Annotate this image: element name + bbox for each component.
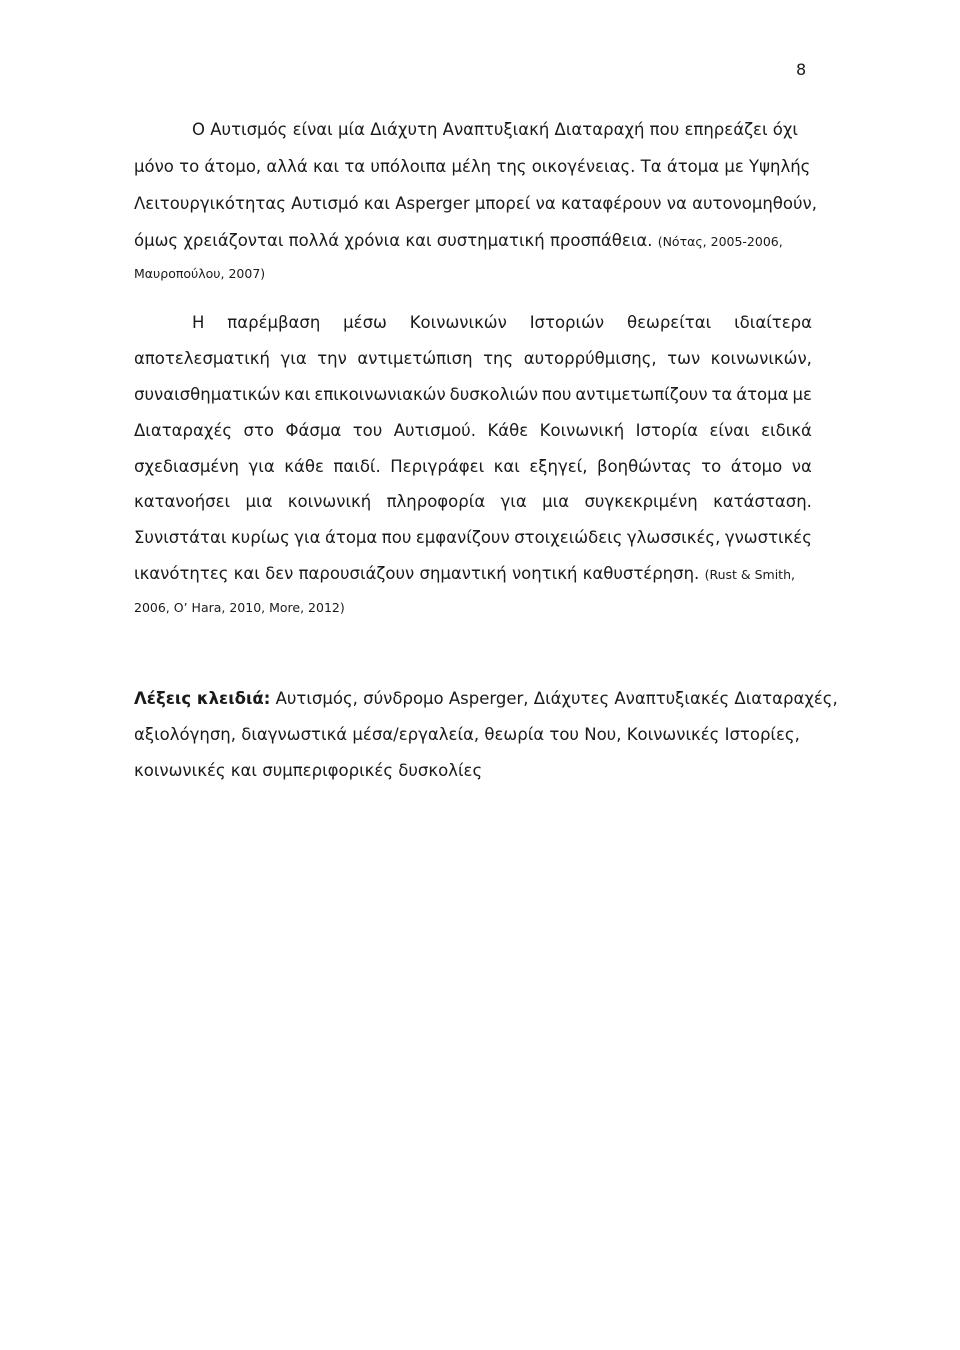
word: για bbox=[280, 349, 307, 368]
keywords-line-2: αξιολόγηση, διαγνωστικά μέσα/εργαλεία, θεωρία του Νου, Κοινωνικές Ιστορίες, bbox=[134, 725, 800, 744]
paragraph-2-line-8-text: ικανότητες και δεν παρουσιάζουν σημαντική νοητική καθυστέρηση. bbox=[134, 564, 700, 583]
word: κάθε bbox=[284, 457, 324, 476]
word: κοινωνικών, bbox=[710, 349, 812, 368]
paragraph-2-line-2 bbox=[134, 349, 812, 369]
word: το bbox=[701, 457, 722, 476]
word: Κάθε bbox=[487, 421, 529, 440]
paragraph-1-line-4 bbox=[134, 231, 783, 252]
word: μια bbox=[542, 492, 570, 511]
citation-notas: (Νότας, 2005-2006, bbox=[657, 234, 783, 249]
paragraph-1-line-1: Ο Αυτισμός είναι μία Διάχυτη Αναπτυξιακή Διαταραχή που επηρεάζει όχι bbox=[192, 120, 799, 139]
word: στο bbox=[243, 421, 275, 440]
word: και bbox=[493, 457, 520, 476]
word: κατανοήσει bbox=[134, 492, 231, 511]
word: Περιγράφει bbox=[390, 457, 485, 476]
paragraph-2-line-4 bbox=[134, 421, 812, 441]
word: αντιμετωπίζουν bbox=[575, 385, 708, 404]
word: την bbox=[317, 349, 347, 368]
keywords-label: Λέξεις κλειδιά: bbox=[134, 689, 271, 708]
word: της bbox=[483, 349, 514, 368]
paragraph-1-line-4-text: όμως χρειάζονται πολλά χρόνια και συστηματική προσπάθεια. bbox=[134, 231, 653, 250]
word: κοινωνική bbox=[287, 492, 372, 511]
paragraph-2-line-8 bbox=[134, 564, 795, 585]
word: ειδικά bbox=[761, 421, 812, 440]
word: εξηγεί, bbox=[529, 457, 588, 476]
paragraph-2-line-3 bbox=[134, 385, 812, 405]
word: σχεδιασμένη bbox=[134, 457, 240, 476]
word: με bbox=[792, 385, 812, 404]
word: άτομο bbox=[730, 457, 783, 476]
word: που bbox=[541, 385, 572, 404]
word: παρέμβαση bbox=[227, 313, 321, 332]
word: δυσκολιών bbox=[449, 385, 538, 404]
word: γλωσσικές, bbox=[626, 528, 721, 547]
page-number: 8 bbox=[796, 60, 807, 79]
word: που bbox=[381, 528, 412, 547]
word: αντιμετώπιση bbox=[357, 349, 473, 368]
word: βοηθώντας bbox=[596, 457, 692, 476]
keywords-line-3: κοινωνικές και συμπεριφορικές δυσκολίες bbox=[134, 761, 483, 780]
word: τα bbox=[711, 385, 733, 404]
word: κατάσταση. bbox=[713, 492, 812, 511]
word: Κοινωνικών bbox=[409, 313, 507, 332]
paragraph-2-line-5 bbox=[134, 457, 812, 477]
word: Φάσμα bbox=[285, 421, 342, 440]
paragraph-1-line-2: μόνο το άτομο, αλλά και τα υπόλοιπα μέλη της οικογένειας. Τα άτομα με Υψηλής bbox=[134, 157, 811, 176]
word: Η bbox=[192, 313, 205, 332]
word: γνωστικές bbox=[724, 528, 812, 547]
word: ιδιαίτερα bbox=[734, 313, 812, 332]
word: είναι bbox=[709, 421, 750, 440]
word: Διαταραχές bbox=[134, 421, 233, 440]
word: συναισθηματικών bbox=[134, 385, 281, 404]
word: κυρίως bbox=[230, 528, 290, 547]
word: επικοινωνιακών bbox=[314, 385, 446, 404]
citation-rust-smith: (Rust & Smith, bbox=[704, 567, 795, 582]
paragraph-2-line-1 bbox=[192, 313, 812, 333]
word: Αυτισμού. bbox=[393, 421, 476, 440]
word: για bbox=[248, 457, 275, 476]
word: συγκεκριμένη bbox=[584, 492, 698, 511]
word: στοιχειώδεις bbox=[514, 528, 623, 547]
word: αυτορρύθμισης, bbox=[523, 349, 657, 368]
paragraph-1-line-3: Λειτουργικότητας Αυτισμό και Asperger μπορεί να καταφέρουν να αυτονομηθούν, bbox=[134, 194, 818, 213]
word: εμφανίζουν bbox=[415, 528, 510, 547]
word: πληροφορία bbox=[386, 492, 486, 511]
word: για bbox=[500, 492, 527, 511]
word: του bbox=[352, 421, 383, 440]
word: Ιστορία bbox=[635, 421, 698, 440]
word: για bbox=[294, 528, 321, 547]
word: άτομα bbox=[736, 385, 789, 404]
word: και bbox=[284, 385, 311, 404]
word: Ιστοριών bbox=[529, 313, 605, 332]
word: να bbox=[791, 457, 812, 476]
word: αποτελεσματική bbox=[134, 349, 270, 368]
keywords-line-1 bbox=[134, 689, 838, 709]
paragraph-2-line-6 bbox=[134, 492, 812, 512]
keywords-text-1: Αυτισμός, σύνδρομο Asperger, Διάχυτες Αναπτυξιακές Διαταραχές, bbox=[275, 689, 838, 708]
word: Συνιστάται bbox=[134, 528, 227, 547]
word: άτομα bbox=[325, 528, 378, 547]
word: Κοινωνική bbox=[539, 421, 625, 440]
word: μια bbox=[245, 492, 273, 511]
citation-ohara-more: 2006, O’ Hara, 2010, More, 2012) bbox=[134, 600, 345, 615]
word: μέσω bbox=[343, 313, 387, 332]
paragraph-2-line-7 bbox=[134, 528, 812, 548]
word: παιδί. bbox=[333, 457, 381, 476]
citation-mavropoulou: Μαυροπούλου, 2007) bbox=[134, 266, 266, 281]
word: θεωρείται bbox=[627, 313, 712, 332]
word: των bbox=[667, 349, 701, 368]
